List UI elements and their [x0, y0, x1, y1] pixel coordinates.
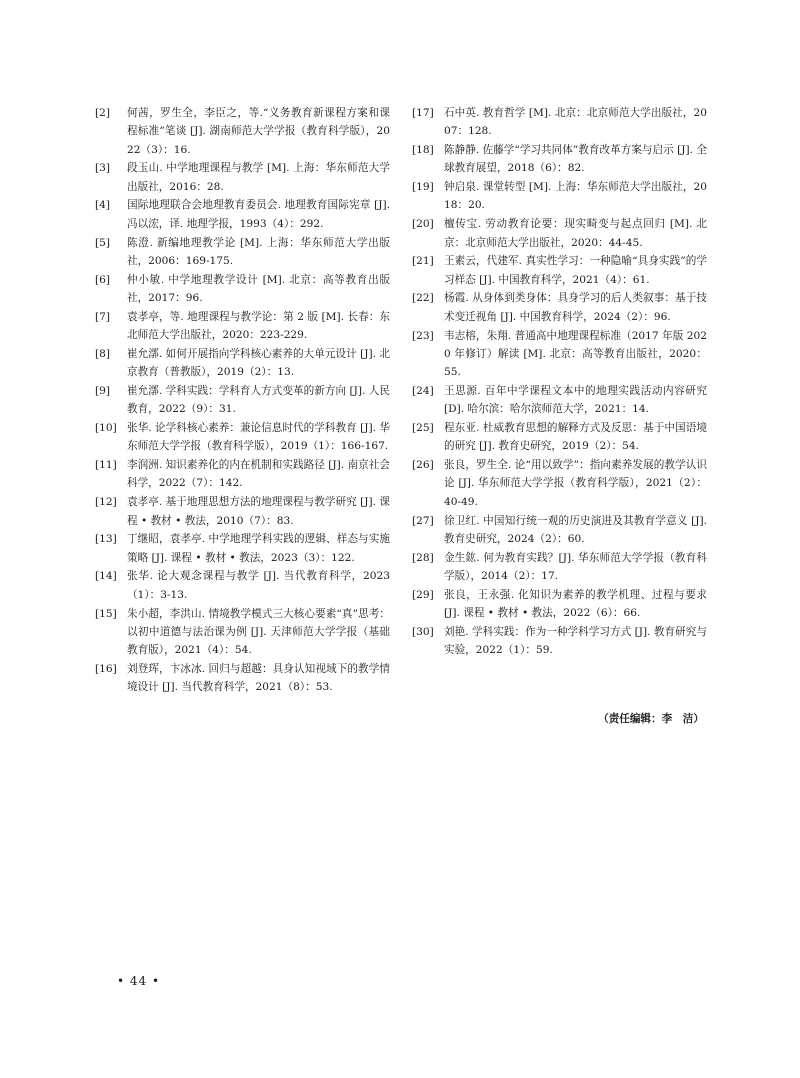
reference-text: 仲小敏. 中学地理教学设计 [M]. 北京：高等教育出版社，2017：96. — [127, 273, 390, 304]
reference-text: 崔允漷. 学科实践：学科育人方式变革的新方向 [J]. 人民教育，2022（9）：31. — [127, 384, 390, 416]
reference-item — [95, 567, 390, 604]
reference-item — [95, 271, 390, 308]
reference-item — [412, 456, 707, 511]
reference-number: [29] — [412, 588, 434, 601]
reference-text: 丁继昭，袁孝亭. 中学地理学科实践的逻辑、样态与实施策略 [J]. 课程 • 教材 • 教法，2023（3）：122. — [127, 533, 390, 564]
reference-text: 张良，王永强. 化知识为素养的教学机理、过程与要求 [J]. 课程 • 教材 • 教法，2022（6）：66. — [444, 588, 707, 620]
reference-item — [95, 493, 390, 530]
reference-number: [25] — [412, 422, 434, 435]
reference-number: [20] — [412, 218, 434, 231]
reference-item — [412, 623, 707, 660]
reference-text: 徐卫红. 中国知行统一观的历史演进及其教育学意义 [J]. 教育史研究，2024（2）：60. — [444, 514, 707, 545]
reference-item — [412, 419, 707, 456]
reference-item — [95, 234, 390, 271]
reference-number: [3] — [95, 162, 111, 175]
references-right-column — [412, 104, 707, 660]
reference-item — [95, 196, 390, 233]
reference-text: 王素云，代建军. 真实性学习：一种隐喻“具身实践”的学习样态 [J]. 中国教育科学，2021（4）：61. — [444, 255, 707, 286]
reference-item — [412, 549, 707, 586]
reference-item — [412, 382, 707, 419]
reference-text: 崔允漷. 如何开展指向学科核心素养的大单元设计 [J]. 北京教育（普教版），2019（2）：13. — [127, 347, 390, 379]
reference-item — [412, 215, 707, 252]
reference-text: 程东亚. 杜威教育思想的解释方式及反思：基于中国语境的研究 [J]. 教育史研究，2019（2）：54. — [444, 422, 707, 453]
reference-number: [22] — [412, 292, 434, 305]
reference-number: [30] — [412, 625, 434, 638]
reference-item — [95, 159, 390, 196]
reference-text: 檀传宝. 劳动教育论要：现实畸变与起点回归 [M]. 北京：北京师范大学出版社，2020：44-45. — [444, 218, 707, 249]
reference-text: 刘登珲，卞冰冰. 回归与超越：具身认知视域下的教学情境设计 [J]. 当代教育科学，2021（8）：53. — [127, 662, 390, 694]
reference-number: [19] — [412, 181, 434, 194]
reference-text: 袁孝亭，等. 地理课程与教学论：第 2 版 [M]. 长春：东北师范大学出版社，2020：223-229. — [127, 310, 390, 342]
reference-item — [412, 252, 707, 289]
reference-text: 王思源. 百年中学课程文本中的地理实践活动内容研究 [D]. 哈尔滨：哈尔滨师范大学，2021：14. — [444, 384, 707, 416]
reference-number: [7] — [95, 310, 111, 323]
reference-item — [95, 104, 390, 159]
reference-number: [2] — [95, 107, 111, 119]
reference-text: 何茜，罗生全，李臣之，等.“义务教育新课程方案和课程标准”笔谈 [J]. 湖南师范大学学报（教育科学版），2022（3）：16. — [127, 107, 390, 156]
reference-text: 国际地理联合会地理教育委员会. 地理教育国际宪章 [J]. 冯以浤，译. 地理学报，1993（4）：292. — [127, 199, 390, 230]
reference-number: [5] — [95, 236, 111, 249]
reference-number: [21] — [412, 255, 434, 268]
reference-number: [18] — [412, 144, 434, 157]
reference-item — [95, 308, 390, 345]
reference-number: [8] — [95, 347, 111, 360]
reference-item — [412, 104, 707, 141]
reference-number: [28] — [412, 551, 434, 564]
reference-number: [11] — [95, 459, 117, 472]
references-left-column — [95, 104, 390, 697]
reference-text: 李润洲. 知识素养化的内在机制和实践路径 [J]. 南京社会科学，2022（7）：142. — [127, 459, 390, 490]
reference-item — [412, 512, 707, 549]
reference-number: [16] — [95, 662, 117, 675]
reference-item — [95, 605, 390, 660]
reference-item — [95, 456, 390, 493]
reference-text: 杨霞. 从身体到类身体：具身学习的后人类叙事：基于技术变迁视角 [J]. 中国教育科学，2024（2）：96. — [444, 292, 707, 323]
reference-item — [412, 327, 707, 382]
reference-text: 韦志榕，朱翔. 普通高中地理课程标准（2017 年版 2020 年修订）解读 [M]. 北京：高等教育出版社，2020：55. — [444, 329, 707, 379]
reference-number: [13] — [95, 533, 117, 546]
reference-text: 朱小超，李洪山. 情境教学模式三大核心要素“真”思考：以初中道德与法治课为例 [J]. 天津师范大学学报（基础教育版），2021（4）：54. — [127, 607, 390, 657]
reference-number: [9] — [95, 384, 111, 397]
reference-item — [412, 289, 707, 326]
reference-item — [95, 345, 390, 382]
reference-number: [10] — [95, 422, 117, 435]
reference-text: 段玉山. 中学地理课程与教学 [M]. 上海：华东师范大学出版社，2016：28. — [127, 162, 390, 193]
reference-item — [95, 530, 390, 567]
reference-number: [17] — [412, 107, 434, 119]
reference-number: [23] — [412, 329, 434, 342]
reference-item — [412, 141, 707, 178]
responsible-editor-note: （责任编辑：李 洁） — [598, 713, 704, 725]
reference-item — [95, 419, 390, 456]
page-number: • 44 • — [117, 974, 161, 988]
reference-number: [26] — [412, 459, 434, 472]
reference-text: 钟启泉. 课堂转型 [M]. 上海：华东师范大学出版社，2018：20. — [444, 181, 707, 212]
reference-text: 张良，罗生全. 论“用以致学”：指向素养发展的教学认识论 [J]. 华东师范大学学报（教育科学版），2021（2）：40-49. — [444, 459, 707, 508]
reference-text: 金生鈜. 何为教育实践？[J]. 华东师范大学学报（教育科学版），2014（2）：17. — [444, 551, 707, 582]
reference-text: 陈静静. 佐藤学“学习共同体”教育改革方案与启示 [J]. 全球教育展望，2018（6）：82. — [444, 144, 707, 175]
reference-number: [15] — [95, 607, 117, 620]
reference-item — [412, 178, 707, 215]
reference-text: 张华. 论学科核心素养：兼论信息时代的学科教育 [J]. 华东师范大学学报（教育科学版），2019（1）：166-167. — [127, 422, 390, 453]
reference-item — [95, 382, 390, 419]
reference-number: [12] — [95, 496, 117, 509]
reference-number: [24] — [412, 384, 434, 397]
reference-item — [412, 586, 707, 623]
reference-number: [6] — [95, 273, 111, 286]
reference-text: 陈澄. 新编地理教学论 [M]. 上海：华东师范大学出版社，2006：169-175. — [127, 236, 390, 267]
reference-text: 刘艳. 学科实践：作为一种学科学习方式 [J]. 教育研究与实验，2022（1）：59. — [444, 625, 707, 657]
reference-item — [95, 660, 390, 697]
reference-text: 袁孝亭. 基于地理思想方法的地理课程与教学研究 [J]. 课程 • 教材 • 教法，2010（7）：83. — [127, 496, 390, 527]
reference-number: [27] — [412, 514, 434, 527]
reference-number: [14] — [95, 570, 117, 583]
reference-text: 石中英. 教育哲学 [M]. 北京：北京师范大学出版社，2007：128. — [444, 107, 707, 138]
reference-text: 张华. 论大观念课程与教学 [J]. 当代教育科学，2023（1）：3-13. — [127, 570, 390, 601]
reference-number: [4] — [95, 199, 111, 212]
